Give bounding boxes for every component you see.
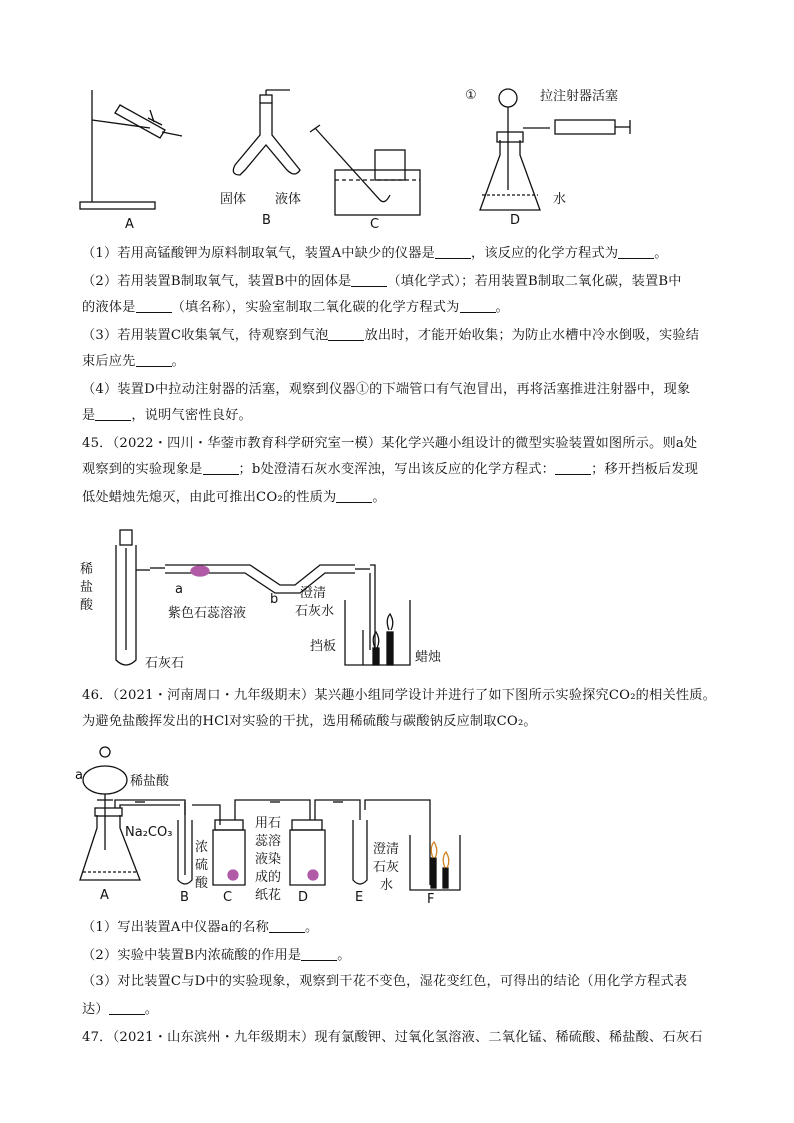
- blank: [336, 488, 372, 503]
- limestone-label: 石灰石: [145, 656, 185, 671]
- figure-label-E: E: [355, 890, 364, 905]
- paper-label-4: 成的: [255, 870, 282, 885]
- limewater-label-3: 水: [380, 878, 394, 893]
- blank: [618, 244, 654, 259]
- q47-line-1: 47．（2021・山东滨州・九年级期末）现有氯酸钾、过氧化氢溶液、二氧化锰、稀硫酸、稀盐酸、石灰石: [82, 1030, 703, 1045]
- blank: [269, 918, 305, 933]
- blank: [301, 946, 337, 961]
- q45-line-2: 观察到的实验现象是 ；b处澄清石灰水变浑浊，写出该反应的化学方程式： ；移开挡板后发现: [82, 462, 699, 477]
- acid-label-1: 稀: [80, 562, 94, 577]
- q46-line-2: 为避免盐酸挥发出的HCl对实验的干扰，选用稀硫酸与碳酸钠反应制取CO₂。: [82, 714, 537, 729]
- h2so4-label-2: 硫: [195, 858, 209, 873]
- figure-label-B: B: [262, 213, 271, 228]
- q46-line-1: 46．（2021・河南周口・九年级期末）某兴趣小组同学设计并进行了如下图所示实验探究CO₂的相关性质。: [82, 688, 717, 703]
- figure-label-A: A: [125, 217, 134, 232]
- q44-line-2: （2）若用装置B制取氧气，装置B中的固体是 （填化学式）；若用装置B制取二氧化碳，装置B中: [82, 274, 682, 289]
- apparatus-figure-1: [70, 80, 670, 230]
- limewater-label-2: 石灰水: [295, 604, 335, 619]
- q44-line-1: （1）若用高锰酸钾为原料制取氧气，装置A中缺少的仪器是 ，该反应的化学方程式为 。: [82, 246, 668, 261]
- candle-label: 蜡烛: [415, 650, 442, 665]
- water-label: 水: [553, 192, 567, 207]
- figure-label-C: C: [370, 217, 380, 232]
- acid-label: 稀盐酸: [130, 774, 170, 789]
- figure-label-D: D: [298, 890, 309, 905]
- paper-label-1: 用石: [255, 816, 282, 831]
- h2so4-label-3: 酸: [195, 876, 209, 891]
- syringe-label: 拉注射器活塞: [540, 89, 619, 104]
- blank: [109, 1000, 145, 1015]
- q46-line-6: 达） 。: [82, 1002, 159, 1017]
- litmus-label: 紫色石蕊溶液: [168, 606, 247, 621]
- na2co3-label: Na₂CO₃: [125, 825, 173, 840]
- figure-label-A: A: [100, 888, 109, 903]
- apparatus-figure-3: [75, 740, 475, 905]
- blank: [136, 352, 172, 367]
- q44-line-6: （4）装置D中拉动注射器的活塞，观察到仪器①的下端管口有气泡冒出，再将活塞推进注射器中，现象: [82, 382, 691, 397]
- q46-line-5: （3）对比装置C与D中的实验现象，观察到干花不变色，湿花变红色，可得出的结论（用化学方程式表: [82, 974, 688, 989]
- q44-line-4: （3）若用装置C收集氧气，待观察到气泡 放出时，才能开始收集；为防止水槽中冷水倒吸，实验结: [82, 328, 700, 343]
- blank: [460, 298, 496, 313]
- q46-line-4: （2）实验中装置B内浓硫酸的作用是 。: [82, 948, 351, 963]
- paper-label-5: 纸花: [255, 888, 282, 903]
- q44-line-7: 是 ，说明气密性良好。: [82, 408, 252, 423]
- limewater-label-1: 澄清: [373, 842, 400, 857]
- blank: [555, 460, 591, 475]
- q44-line-3: 的液体是 （填名称），实验室制取二氧化碳的化学方程式为 。: [82, 300, 509, 315]
- q46-line-3: （1）写出装置A中仪器a的名称 。: [82, 920, 319, 935]
- paper-label-2: 蕊溶: [255, 834, 282, 849]
- blank: [203, 460, 239, 475]
- apparatus-figure-2: [75, 520, 475, 670]
- blank: [328, 326, 364, 341]
- label-solid: 固体: [220, 192, 247, 207]
- blank: [136, 298, 172, 313]
- point-a-label: a: [175, 582, 183, 597]
- point-b-label: b: [270, 592, 279, 607]
- blank: [95, 406, 131, 421]
- blank: [351, 272, 387, 287]
- funnel-a-label: a: [75, 768, 83, 783]
- blank: [435, 244, 471, 259]
- figure-label-B: B: [180, 890, 189, 905]
- figure-label-D: D: [510, 213, 521, 228]
- h2so4-label-1: 浓: [195, 840, 209, 855]
- acid-label-2: 盐: [80, 580, 94, 595]
- figure-label-F: F: [427, 892, 435, 907]
- q44-line-5: 束后应先 。: [82, 354, 185, 369]
- label-liquid: 液体: [275, 192, 302, 207]
- figure-label-C: C: [223, 890, 233, 905]
- limewater-label-2: 石灰: [373, 860, 400, 875]
- q45-line-3: 低处蜡烛先熄灭，由此可推出CO₂的性质为 。: [82, 490, 386, 505]
- circled-1-label: ①: [465, 88, 477, 103]
- paper-label-3: 液染: [255, 852, 282, 867]
- q45-line-1: 45．（2022・四川・华蓥市教育科学研究室一模）某化学兴趣小组设计的微型实验装置如图所示。则a处: [82, 436, 698, 451]
- limewater-label-1: 澄清: [300, 586, 327, 601]
- acid-label-3: 酸: [80, 598, 94, 613]
- baffle-label: 挡板: [310, 639, 337, 654]
